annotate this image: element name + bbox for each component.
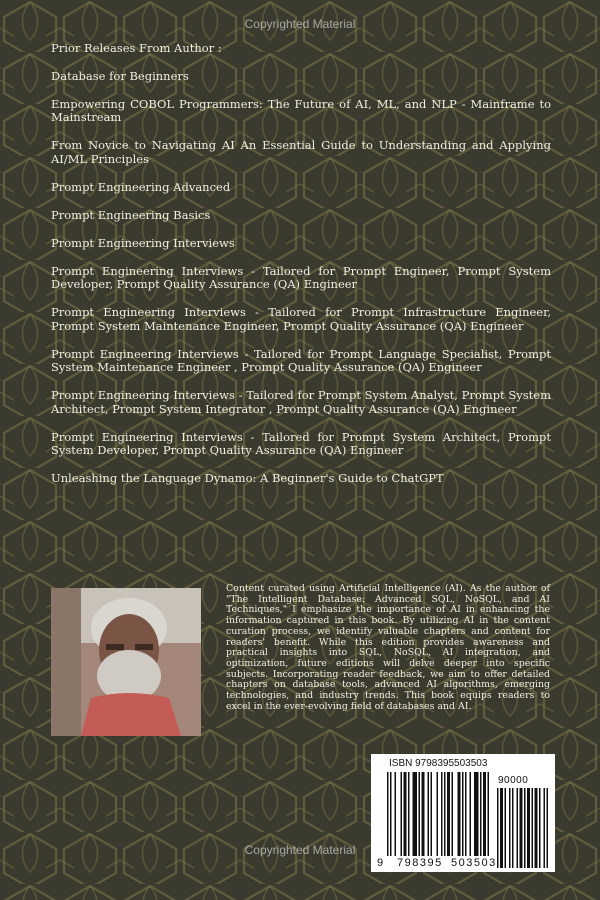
release-item: Prompt Engineering Interviews - Tailored for Prompt Infrastructure Engineer, Prompt System Maintenance Engineer, Prompt Quality Assurance (QA) Engineer [51,305,551,333]
release-item: Unleashing the Language Dynamo: A Beginner's Guide to ChatGPT [51,471,444,485]
release-item: Prompt Engineering Interviews - Tailored for Prompt System Analyst, Prompt System Architect, Prompt System Integrator , Prompt Quality Assurance (QA) Engineer [51,388,551,416]
author-photo [51,588,201,736]
release-item: Prompt Engineering Interviews [51,235,235,250]
watermark-bottom: Copyrighted Material [244,843,356,857]
release-item: Prompt Engineering Interviews - Tailored for Prompt Engineer, Prompt System Developer, Prompt Quality Assurance (QA) Engineer [51,263,551,291]
barcode-digits-right: 503503 [451,857,497,869]
release-item: From Novice to Navigating AI An Essential Guide to Understanding and Applying AI/ML Principles [51,138,551,166]
prior-releases-list [51,42,551,500]
author-bio: Content curated using Artificial Intelligence (AI). As the author of "The Intelligent Database: Advanced SQL, NoSQL, and AI Techniques," I emphasize the importance of AI in enhancing the information captured in this book. By utilizing AI in the content curation process, we identify valuable chapters and content for readers' benefit. While this edition provides awareness and practical insights into SQL, NoSQL, AI integration, and optimization, future editions will delve deeper into specific subjects. Incorporating reader feedback, we aim to offer detailed chapters on database tools, advanced AI algorithms, emerging technologies, and industry trends. This book equips readers to excel in the ever-evolving field of databases and AI. [226,583,550,712]
release-item: Prompt Engineering Basics [51,207,211,222]
release-item: Database for Beginners [51,68,189,83]
barcode-digits-left: 798395 [397,857,443,869]
release-item: Empowering COBOL Programmers: The Future of AI, ML, and NLP - Mainframe to Mainstream [51,96,551,124]
release-item: Prompt Engineering Interviews - Tailored for Prompt System Architect, Prompt System Developer, Prompt Quality Assurance (QA) Engineer [51,429,551,457]
release-item: Prompt Engineering Advanced [51,179,231,194]
price-code: 90000 [498,775,529,786]
release-item: Prompt Engineering Interviews - Tailored for Prompt Language Specialist, Prompt System Maintenance Engineer , Prompt Quality Assurance (QA) Engineer [51,346,551,374]
watermark-top: Copyrighted Material [244,17,356,31]
prior-releases-heading: Prior Releases From Author : [51,41,222,55]
barcode-digits-lead: 9 [377,857,385,869]
isbn-label: ISBN 9798395503503 [389,758,488,769]
